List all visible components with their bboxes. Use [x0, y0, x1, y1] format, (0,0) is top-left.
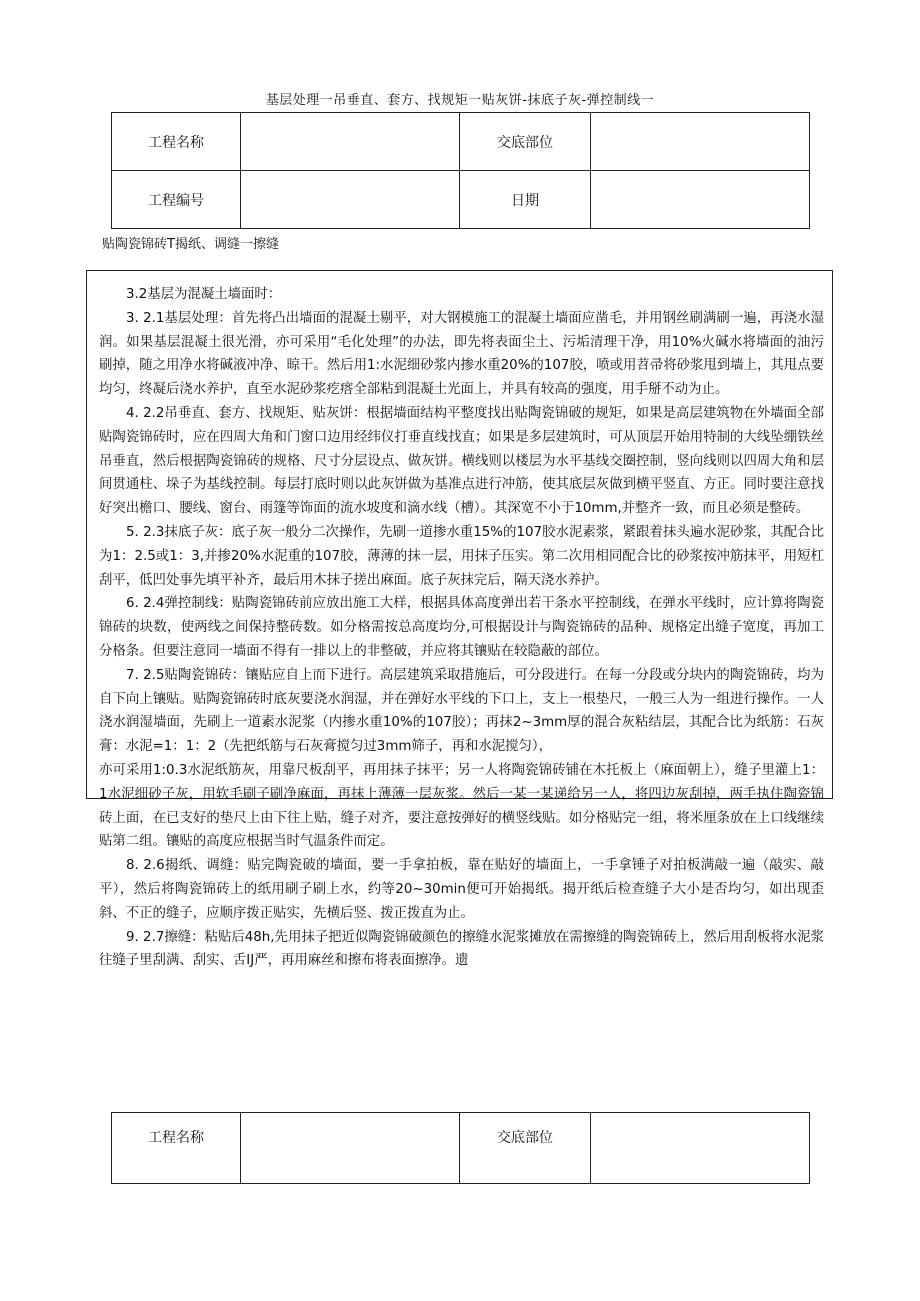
content-box	[86, 270, 833, 969]
info-table-top	[111, 112, 810, 229]
project-name-label: 工程名称	[112, 1113, 241, 1184]
paragraph-peel-adjust: 8. 2.6揭纸、调缝：贴完陶瓷破的墙面，要一手拿拍板，靠在贴好的墙面上，一手拿锤子对拍板满敲一遍（敲实、敲平），然后将陶瓷锦砖上的纸用刷子刷上水，约等20~30min便可开始揭纸。揭开纸后检查缝子大小是否均匀，如出现歪斜、不正的缝子，应顺序拨正贴实，先横后竖、拨正拨直为止。	[99, 858, 824, 921]
handover-part-value	[591, 1113, 810, 1184]
paragraph-plumb-square: 4. 2.2吊垂直、套方、找规矩、贴灰饼：根据墙面结构平整度找出贴陶瓷锦破的规矩，如果是高层建筑物在外墙面全部贴陶瓷锦砖时，应在四周大角和门窗口边用经纬仪打垂直线找直；如果是多层建筑时，可从顶层开始用特制的大线坠绷铁丝吊垂直，然后根据陶瓷锦砖的规格、尺寸分层设点、做灰饼。横线则以楼层为水平基线交圈控制，竖向线则以四周大角和层间贯通柱、垛子为基线控制。每层打底时则以此灰饼做为基准点进行冲筋，使其底层灰做到横平竖直、方正。同时要注意找好突出檐口、腰线、窗台、雨篷等饰面的流水坡度和滴水线（槽）。其深宽不小于10mm,并整齐一致，而且必须是整砖。	[99, 405, 824, 517]
paragraph-base-treatment: 3. 2.1基层处理：首先将凸出墙面的混凝土剔平，对大钢模施工的混凝土墙面应凿毛，并用钢丝刷满刷一遍，再浇水湿润。如果基层混凝土很光滑，亦可采用“毛化处理”的办法，即先将表面尘土、污垢清理干净，用10%火碱水将墙面的油污刷掉，随之用净水将碱液冲净、晾干。然后用1:水泥细砂浆内掺水重20%的107胶，喷或用苕帚将砂浆甩到墙上，其甩点要均匀，终凝后浇水养护，直至水泥砂浆疙瘩全部粘到混凝土光面上，并具有较高的强度，用手掰不动为止。	[99, 310, 824, 398]
table-row	[112, 1113, 810, 1184]
date-label: 日期	[460, 171, 591, 229]
handover-part-value	[591, 113, 810, 171]
table-row	[112, 171, 810, 229]
paragraph-tiling-cont: 亦可采用1:0.3水泥纸筋灰，用靠尺板刮平，再用抹子抹平；另一人将陶瓷锦砖铺在木托板上（麻面朝上），缝子里灌上1：1水泥细砂子灰，用软毛刷子刷净麻面，再抹上薄薄一层灰浆。然后一某一某递给另一人，将四边灰刮掉，两手执住陶瓷锦砖上面，在已支好的垫尺上由下往上贴，缝子对齐，要注意按弹好的横竖线贴。如分格贴完一组，将米厘条放在上口线继续贴第二组。镶贴的高度应根据当时气温条件而定。	[99, 762, 824, 850]
project-name-label: 工程名称	[112, 113, 241, 171]
paragraph-control-lines: 6. 2.4弹控制线：贴陶瓷锦砖前应放出施工大样，根据具体高度弹出若干条水平控制线，在弹水平线时，应计算将陶瓷锦砖的块数，使两线之间保持整砖数。如分格需按总高度均分,可根据设计与陶瓷锦砖的品种、规格定出缝子宽度，再加工分格条。但要注意同一墙面不得有一排以上的非整破，并应将其镶贴在较隐蔽的部位。	[99, 596, 824, 659]
project-name-value	[241, 113, 460, 171]
project-no-value	[241, 171, 460, 229]
paragraph-base-coat: 5. 2.3抹底子灰：底子灰一般分二次操作，先刷一道掺水重15%的107胶水泥素浆，紧跟着抹头遍水泥砂浆，其配合比为1：2.5或1：3,并掺20%水泥重的107胶，薄薄的抹一层，用抹子压实。第二次用相同配合比的砂浆按冲筋抹平，用短杠刮平，低凹处事先填平补齐，最后用木抹子搓出麻面。底子灰抹完后，隔天浇水养护。	[99, 524, 824, 588]
handover-part-label: 交底部位	[460, 113, 591, 171]
sub-flow-title: 贴陶瓷锦砖T揭纸、调缝一擦缝	[102, 237, 279, 252]
paragraph-tiling: 7. 2.5贴陶瓷锦砖：镶贴应自上而下进行。高层建筑采取措施后，可分段进行。在每一分段或分块内的陶瓷锦砖，均为自下向上镶贴。贴陶瓷锦砖时底灰要浇水润湿，并在弹好水平线的下口上，支上一根垫尺，一般三人为一组进行操作。一人浇水润湿墙面，先刷上一道素水泥浆（内掺水重10%的107胶）；再抹2~3mm厚的混合灰粘结层，其配合比为纸筋：石灰膏：水泥=1：1：2（先把纸筋与石灰膏搅匀过3mm筛子，再和水泥搅匀），	[99, 667, 824, 755]
project-no-label: 工程编号	[112, 171, 241, 229]
flow-title: 基层处理一吊垂直、套方、找规矩一贴灰饼-抹底子灰-弹控制线一	[265, 93, 655, 108]
project-name-value	[241, 1113, 460, 1184]
info-table-bottom	[111, 1112, 810, 1184]
date-value	[591, 171, 810, 229]
section-heading: 3.2基层为混凝土墙面时：	[126, 287, 282, 302]
table-row	[112, 113, 810, 171]
handover-part-label: 交底部位	[460, 1113, 591, 1184]
paragraph-grouting: 9. 2.7擦缝：粘贴后48h,先用抹子把近似陶瓷锦破颜色的擦缝水泥浆摊放在需擦缝的陶瓷锦砖上，然后用刮板将水泥浆往缝子里刮满、刮实、舌IJ严，再用麻丝和擦布将表面擦净。遗	[99, 929, 824, 969]
